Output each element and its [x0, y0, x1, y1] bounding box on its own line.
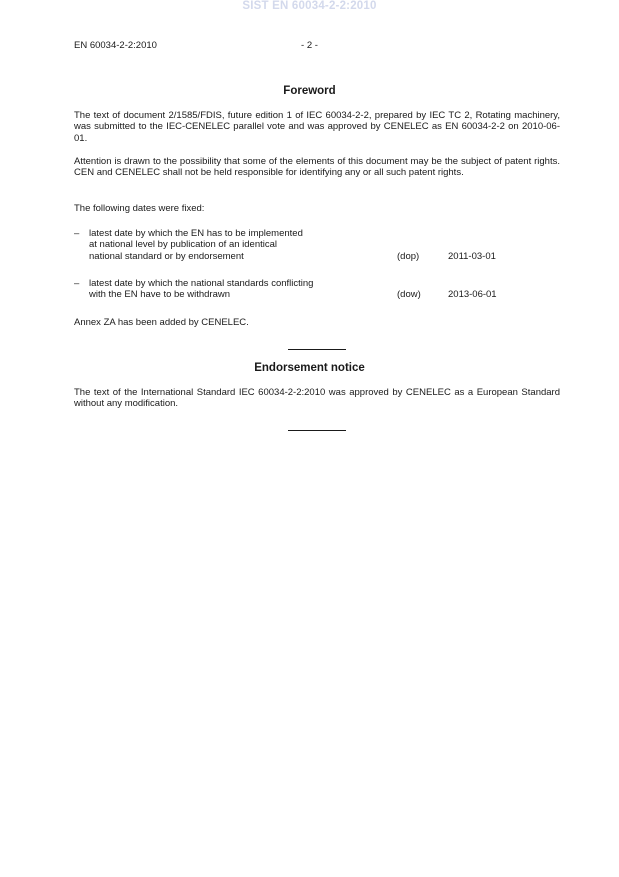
foreword-paragraph-2: Attention is drawn to the possibility that some of the elements of this document may be the subject of patent rights. CEN and CENELEC shall not be held responsible for identifying any or all such patent rights. [74, 156, 560, 179]
date-item-line: latest date by which the national standards conflicting [89, 278, 314, 289]
section-divider [288, 349, 346, 350]
list-dash: – [74, 278, 80, 289]
date-item-text [89, 228, 389, 262]
foreword-title: Foreword [283, 85, 336, 97]
date-item-abbr: (dop) [397, 251, 420, 262]
date-item-dop [74, 228, 560, 264]
date-item-abbr: (dow) [397, 289, 421, 300]
header-doc-id: EN 60034-2-2:2010 [74, 40, 157, 51]
date-item-dow [74, 278, 560, 302]
section-divider [288, 430, 346, 431]
date-item-line: national standard or by endorsement [89, 250, 244, 262]
dates-intro: The following dates were fixed: [74, 203, 205, 214]
date-item-date: 2013-06-01 [448, 289, 497, 300]
list-dash: – [74, 228, 80, 239]
date-item-date: 2011-03-01 [448, 251, 496, 262]
date-item-text [89, 278, 389, 301]
date-item-line: with the EN have to be withdrawn [89, 289, 230, 301]
endorsement-title: Endorsement notice [254, 362, 365, 374]
watermark: SIST EN 60034-2-2:2010 [242, 0, 377, 12]
endorsement-text: The text of the International Standard IEC 60034-2-2:2010 was approved by CENELEC as a European Standard without any modification. [74, 387, 560, 410]
date-item-line: at national level by publication of an identical [89, 239, 278, 251]
date-item-line: latest date by which the EN has to be implemented [89, 228, 303, 239]
header-page-number: - 2 - [301, 40, 318, 51]
foreword-paragraph-1: The text of document 2/1585/FDIS, future edition 1 of IEC 60034-2-2, prepared by IEC TC 2, Rotating machinery, was submitted to the IEC-CENELEC parallel vote and was approved by CENELEC as EN 60034-2-2 on 2010-06-01. [74, 110, 560, 144]
annex-note: Annex ZA has been added by CENELEC. [74, 317, 249, 328]
